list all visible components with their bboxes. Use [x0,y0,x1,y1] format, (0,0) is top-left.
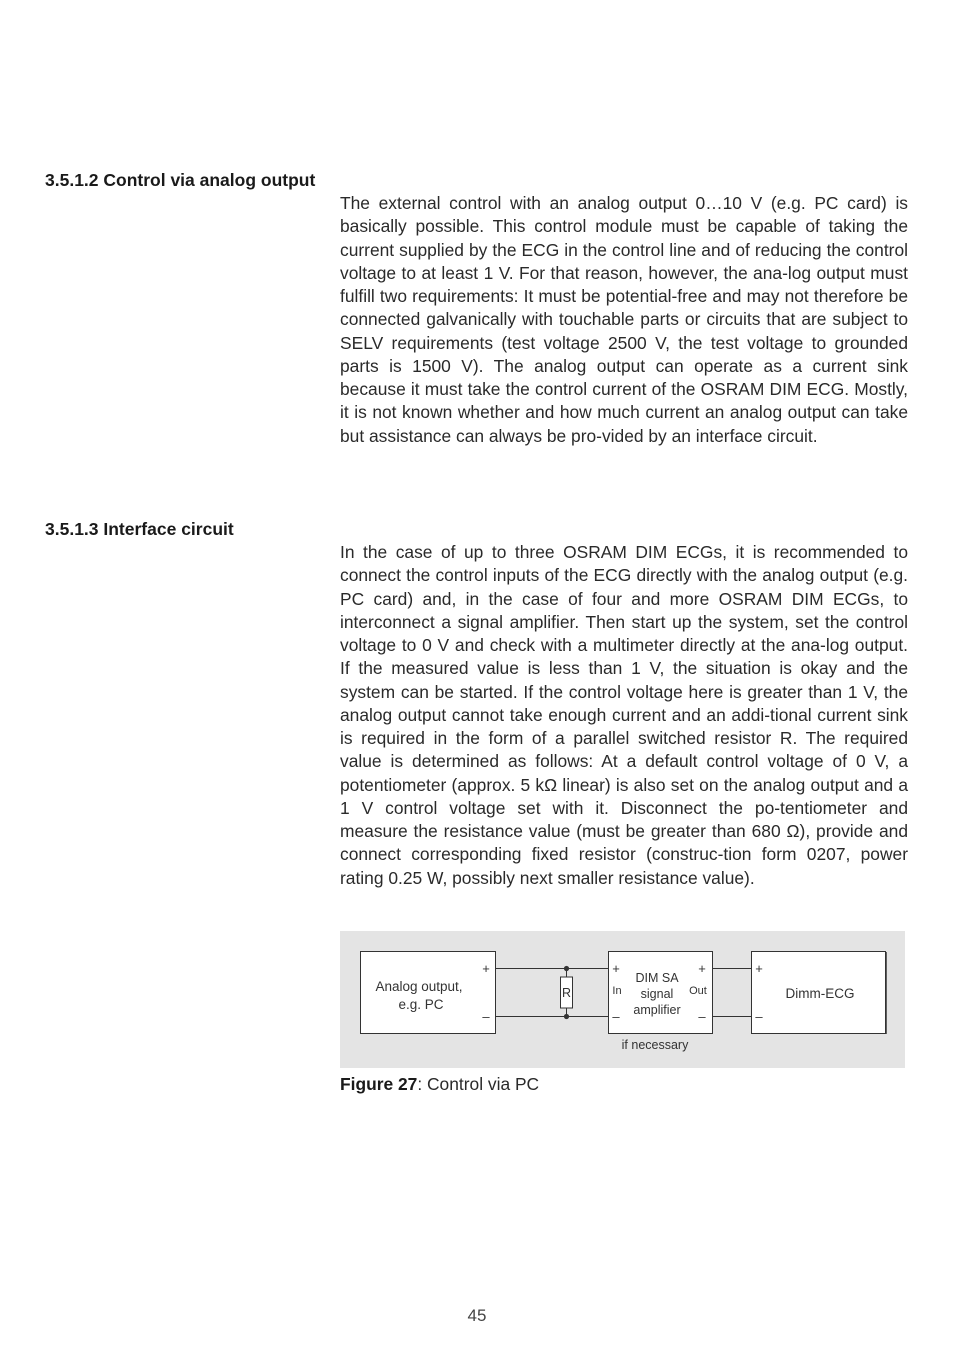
amp-in-plus-sign: + [612,961,620,976]
analog-output-label-1: Analog output, [375,979,463,994]
section-body-interface-circuit: In the case of up to three OSRAM DIM ECGs, it is recommended to connect the control inputs of the ECG directly with the analog output (e.g. PC card) and, in the case of four and more OSRAM DIM ECGs, to interconnect a signal amplifier. Then start up the system, set the control voltage to 0 V and check with a multimeter directly at the ana-log output. If the measured value is less than 1 V, the situation is okay and the system can be started. If the control voltage here is greater than 1 V, the analog output cannot take enough current and an addi-tional current sink is required in the form of a parallel switched resistor R. The required value is determined as follows: At a default control voltage of 0 V, a potentiometer (approx. 5 kΩ linear) is also set on the analog output and a 1 V control voltage set with it. Disconnect the po-tentiometer and measure the resistance value (must be greater than 680 Ω), provide and connect corresponding fixed resistor (construc-tion form 0207, power rating 0.25 W, possibly next smaller resistance value). [340,542,908,888]
section-heading-analog-output: 3.5.1.2 Control via analog output [45,170,316,190]
figure-caption-text: : Control via PC [417,1074,540,1094]
source-plus-sign: + [482,961,490,976]
amp-label-3: amplifier [633,1003,681,1017]
circuit-diagram-svg [340,931,905,1068]
amp-label-2: signal [640,987,674,1001]
figure-caption-label: Figure 27 [340,1074,418,1094]
ecg-plus-sign: + [755,961,763,976]
source-minus-sign: – [482,1009,490,1024]
section-heading-interface-circuit: 3.5.1.3 Interface circuit [45,519,234,539]
circuit-diagram [340,931,905,1068]
amp-label-1: DIM SA [635,971,679,985]
page-number: 45 [467,1306,487,1325]
analog-output-label-2: e.g. PC [398,997,444,1012]
ecg-minus-sign: – [755,1009,763,1024]
amp-out-minus-sign: – [698,1009,706,1024]
junction-dot-bottom [564,1014,569,1019]
amp-note: if necessary [621,1038,689,1052]
figure-caption [340,1074,539,1095]
ecg-label: Dimm-ECG [785,986,855,1001]
section-body-analog-output: The external control with an analog output 0…10 V (e.g. PC card) is basically possible. This control module must be capable of taking the current supplied by the ECG in the control line and of reducing the control voltage to at least 1 V. For that reason, however, the ana-log output must fulfill two requirements: It must be potential-free and may not therefore be connected galvanically with touchable parts or circuits that are subject to SELV requirements (test voltage 2500 V, the test voltage to grounded parts is 1500 V). The analog output can operate as a current sink because it must take the control current of the OSRAM DIM ECG. Mostly, it is not known whether and how much current an analog output can take but assistance can always be pro-vided by an interface circuit. [340,193,908,446]
amp-in-label: In [612,985,622,997]
junction-dot-top [564,966,569,971]
resistor-label: R [561,986,572,1000]
amp-out-plus-sign: + [698,961,706,976]
amp-in-minus-sign: – [612,1009,620,1024]
amp-out-label: Out [689,985,707,997]
